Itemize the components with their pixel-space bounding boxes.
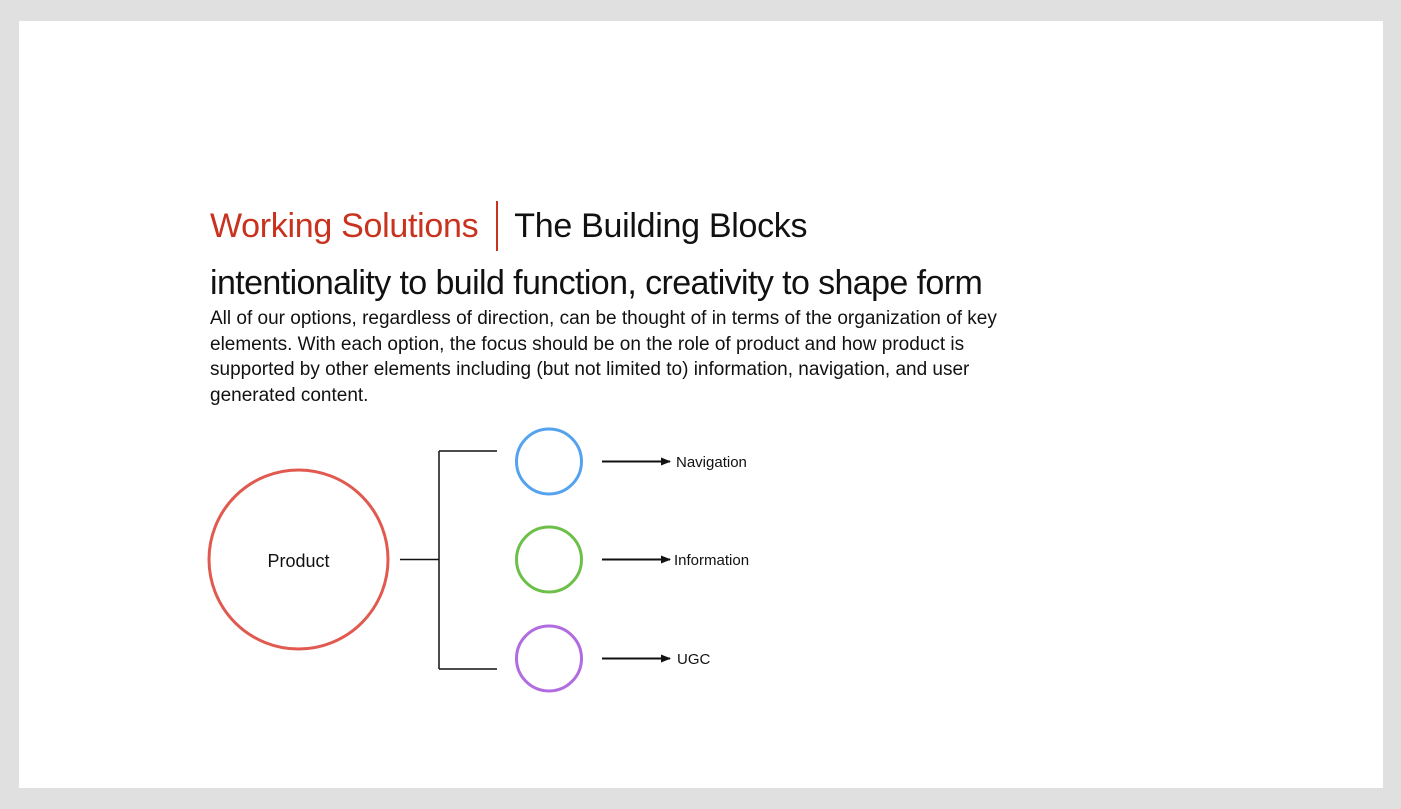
slide-subtitle: intentionality to build function, creativity to shape form bbox=[210, 264, 983, 302]
information-circle bbox=[517, 527, 582, 592]
ugc-circle bbox=[517, 626, 582, 691]
information-label: Information bbox=[674, 552, 750, 569]
building-blocks-diagram bbox=[19, 21, 1383, 788]
product-label: Product bbox=[267, 551, 330, 571]
slide bbox=[19, 21, 1383, 788]
navigation-circle bbox=[517, 429, 582, 494]
navigation-label: Navigation bbox=[676, 454, 747, 471]
body-paragraph: All of our options, regardless of direction, can be thought of in terms of the organization of key elements. With each option, the focus should be on the role of product and how product is supported by other elements including (but not limited to) information, navigation, and user generated content. bbox=[210, 308, 997, 406]
title-main: The Building Blocks bbox=[514, 206, 808, 245]
title-accent: Working Solutions bbox=[210, 206, 479, 245]
ugc-label: UGC bbox=[677, 651, 711, 668]
